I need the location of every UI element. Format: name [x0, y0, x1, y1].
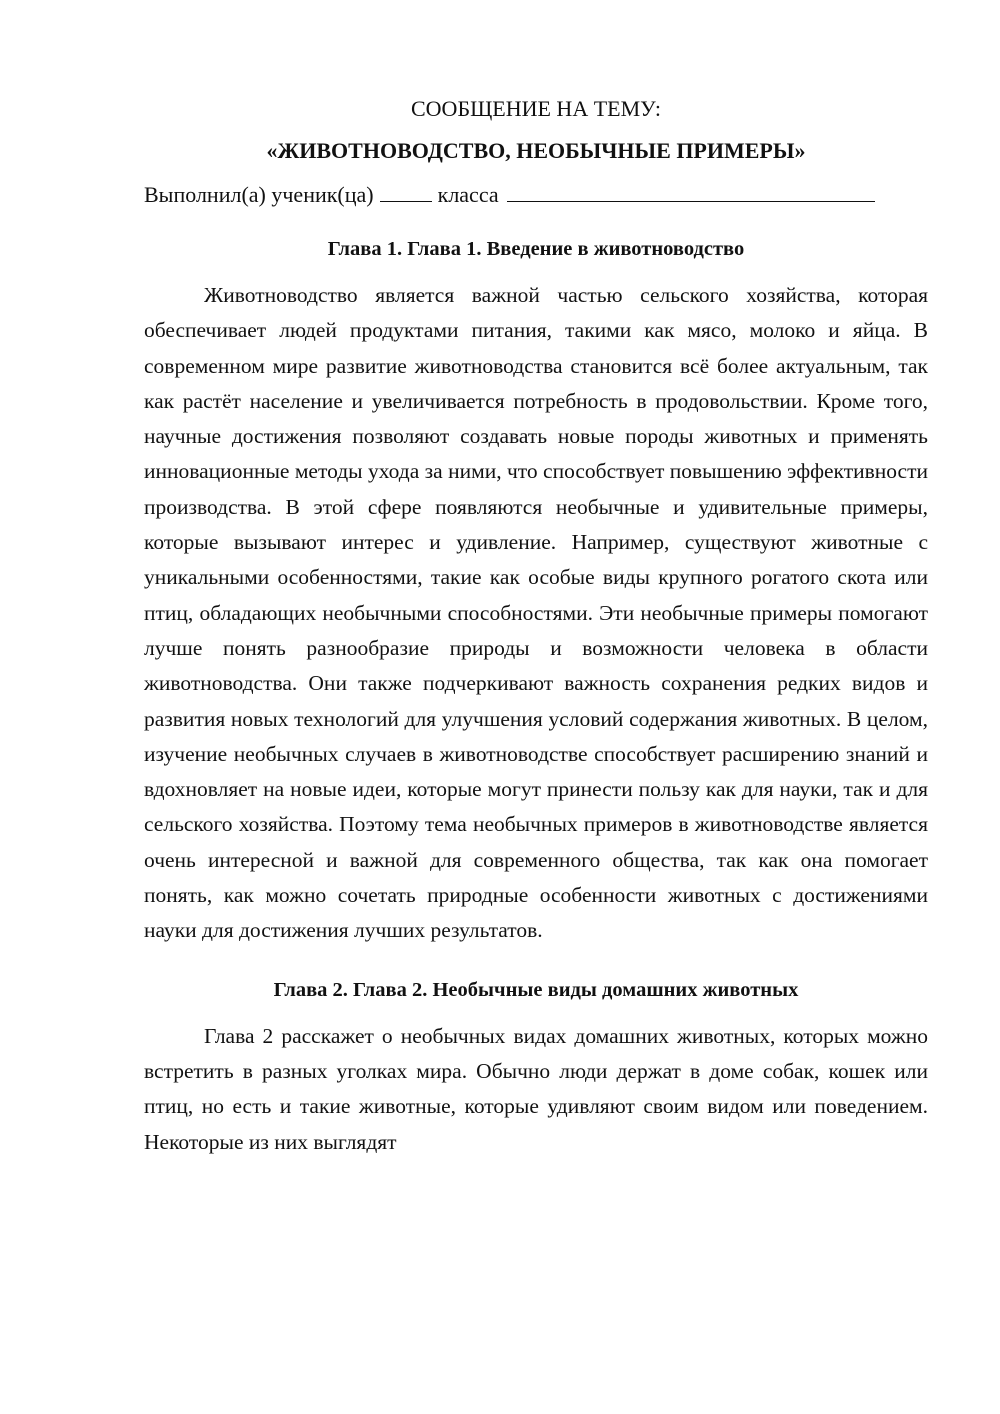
class-number-blank [380, 183, 432, 202]
document-title-line-2: «ЖИВОТНОВОДСТВО, НЕОБЫЧНЫЕ ПРИМЕРЫ» [266, 138, 806, 163]
document-title-line-1: СООБЩЕНИЕ НА ТЕМУ: [411, 96, 661, 121]
author-prefix: Выполнил(а) ученик(ца) [144, 182, 374, 207]
student-name-blank [507, 183, 875, 202]
chapter-2-heading: Глава 2. Глава 2. Необычные виды домашних животных [273, 978, 799, 1001]
author-line [144, 178, 928, 212]
chapter-1-paragraph: Животноводство является важной частью сельского хозяйства, которая обеспечивает людей продуктами питания, такими как мясо, молоко и яйца. В современном мире развитие животноводства становится всё более актуальным, так как растёт население и увеличивается потребность в продовольствии. Кроме того, научные достижения позволяют создавать новые породы животных и применять инновационные методы ухода за ними, что способствует повышению эффективности производства. В этой сфере появляются необычные и удивительные примеры, которые вызывают интерес и удивление. Например, существуют животные с уникальными особенностями, такие как особые виды крупного рогатого скота или птиц, обладающих необычными способностями. Эти необычные примеры помогают лучше понять разнообразие природы и возможности человека в области животноводства. Они также подчеркивают важность сохранения редких видов и развития новых технологий для улучшения условий содержания животных. В целом, изучение необычных случаев в животноводстве способствует расширению знаний и вдохновляет на новые идеи, которые могут принести пользу как для науки, так и для сельского хозяйства. Поэтому тема необычных примеров в животноводстве является очень интересной и важной для современного общества, так как она помогает понять, как можно сочетать природные особенности животных с достижениями науки для достижения лучших результатов. [144, 283, 928, 943]
chapter-1-heading: Глава 1. Глава 1. Введение в животноводство [327, 238, 745, 260]
chapter-2-paragraph: Глава 2 расскажет о необычных видах домашних животных, которых можно встретить в разных уголках мира. Обычно люди держат в доме собак, кошек или птиц, но есть и такие животные, которые удивляют своим видом или поведением. Некоторые из них выглядят [144, 1023, 928, 1154]
author-class-word: класса [437, 182, 499, 207]
document-content [144, 92, 928, 1160]
